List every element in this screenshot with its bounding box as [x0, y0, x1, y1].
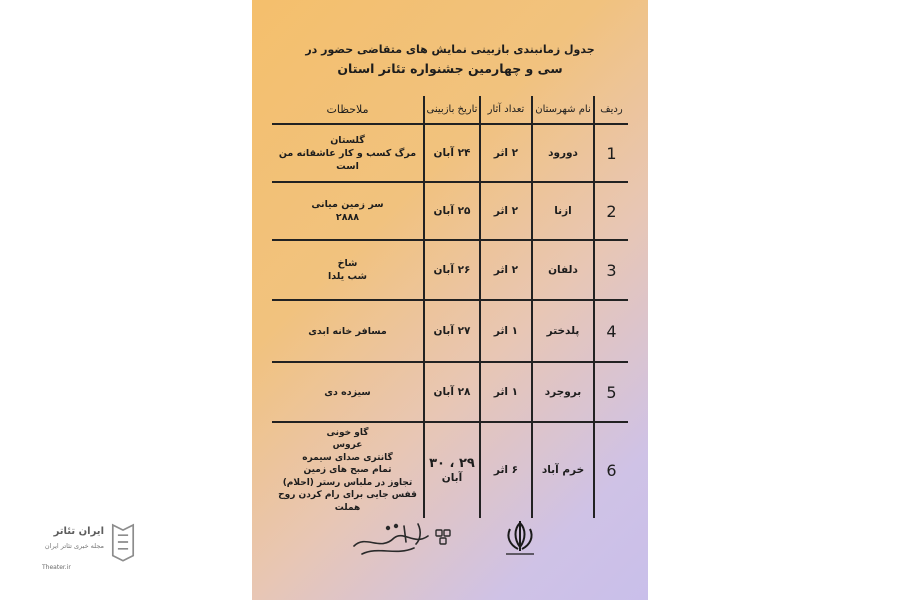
row-city: دلفان — [532, 240, 594, 300]
schedule-table — [272, 96, 628, 518]
note-title: شاخ — [337, 258, 358, 269]
note-title: مسافر خانه ابدی — [308, 325, 387, 337]
note-title: گاو خونی — [326, 427, 369, 438]
note-title: عروس — [332, 440, 363, 451]
note-title: قفس جایی برای رام کردن روح هملت — [278, 490, 417, 513]
table-row — [272, 422, 628, 518]
title-line-1: جدول زمانبندی بازبینی نمایش های متقاضی حضور در — [305, 43, 595, 56]
theater-association-logo — [344, 516, 456, 564]
table-row — [272, 240, 628, 300]
row-notes — [272, 422, 424, 518]
watermark-logo-icon — [106, 520, 140, 564]
row-number: 1 — [594, 124, 628, 182]
watermark-name: ایران تئاتر — [53, 526, 104, 537]
row-count: ۶ اثر — [480, 422, 532, 518]
date-line: ۲۹ ، ۳۰ — [429, 455, 475, 471]
date-line: آبان — [441, 471, 463, 484]
note-title: تجاوز در ملباس رستر (احلام) — [282, 477, 413, 488]
row-city: دورود — [532, 124, 594, 182]
table-row — [272, 362, 628, 422]
row-count: ۲ اثر — [480, 240, 532, 300]
row-date: ۲۴ آبان — [424, 124, 480, 182]
row-city: پلدختر — [532, 300, 594, 362]
row-number: 4 — [594, 300, 628, 362]
row-notes — [272, 182, 424, 240]
row-count: ۲ اثر — [480, 182, 532, 240]
watermark — [40, 518, 150, 578]
note-title: سر زمین میانی — [311, 199, 384, 210]
row-notes — [272, 362, 424, 422]
row-date: ۲۸ آبان — [424, 362, 480, 422]
table-row — [272, 182, 628, 240]
header-row-number: ردیف — [594, 96, 628, 124]
title-line-2: سی و چهارمین جشنواره تئاتر استان — [337, 61, 563, 76]
row-number: 3 — [594, 240, 628, 300]
poster-title — [252, 42, 648, 80]
row-number: 5 — [594, 362, 628, 422]
note-title: مرگ کسب و کار عاشقانه من است — [278, 147, 417, 172]
schedule-poster — [252, 0, 648, 600]
watermark-subtitle: مجله خبری تئاتر ایران — [44, 542, 104, 550]
row-number: 2 — [594, 182, 628, 240]
row-count: ۲ اثر — [480, 124, 532, 182]
row-city: خرم آباد — [532, 422, 594, 518]
note-title: سیزده دی — [324, 386, 371, 398]
table-header-row — [272, 96, 628, 124]
row-notes — [272, 300, 424, 362]
watermark-url: Theater.ir — [42, 564, 71, 571]
row-date — [424, 422, 480, 518]
row-date: ۲۷ آبان — [424, 300, 480, 362]
header-count: تعداد آثار — [480, 96, 532, 124]
note-title: تمام صبح های زمین — [303, 465, 392, 476]
header-city: نام شهرستان — [532, 96, 594, 124]
row-number: 6 — [594, 422, 628, 518]
header-notes: ملاحظات — [272, 96, 424, 124]
iran-emblem-logo — [500, 517, 540, 557]
row-notes — [272, 124, 424, 182]
row-count: ۱ اثر — [480, 362, 532, 422]
row-city: ازنا — [532, 182, 594, 240]
row-notes — [272, 240, 424, 300]
row-date: ۲۵ آبان — [424, 182, 480, 240]
row-date: ۲۶ آبان — [424, 240, 480, 300]
note-title: شب یلدا — [328, 271, 367, 282]
row-count: ۱ اثر — [480, 300, 532, 362]
table-row — [272, 124, 628, 182]
table-row — [272, 300, 628, 362]
note-title: ۲۸۸۸ — [335, 212, 360, 223]
row-city: بروجرد — [532, 362, 594, 422]
note-title: گلستان — [330, 134, 365, 146]
header-date: تاریخ بازبینی — [424, 96, 480, 124]
note-title: گانتری صدای سیمره — [302, 452, 393, 463]
